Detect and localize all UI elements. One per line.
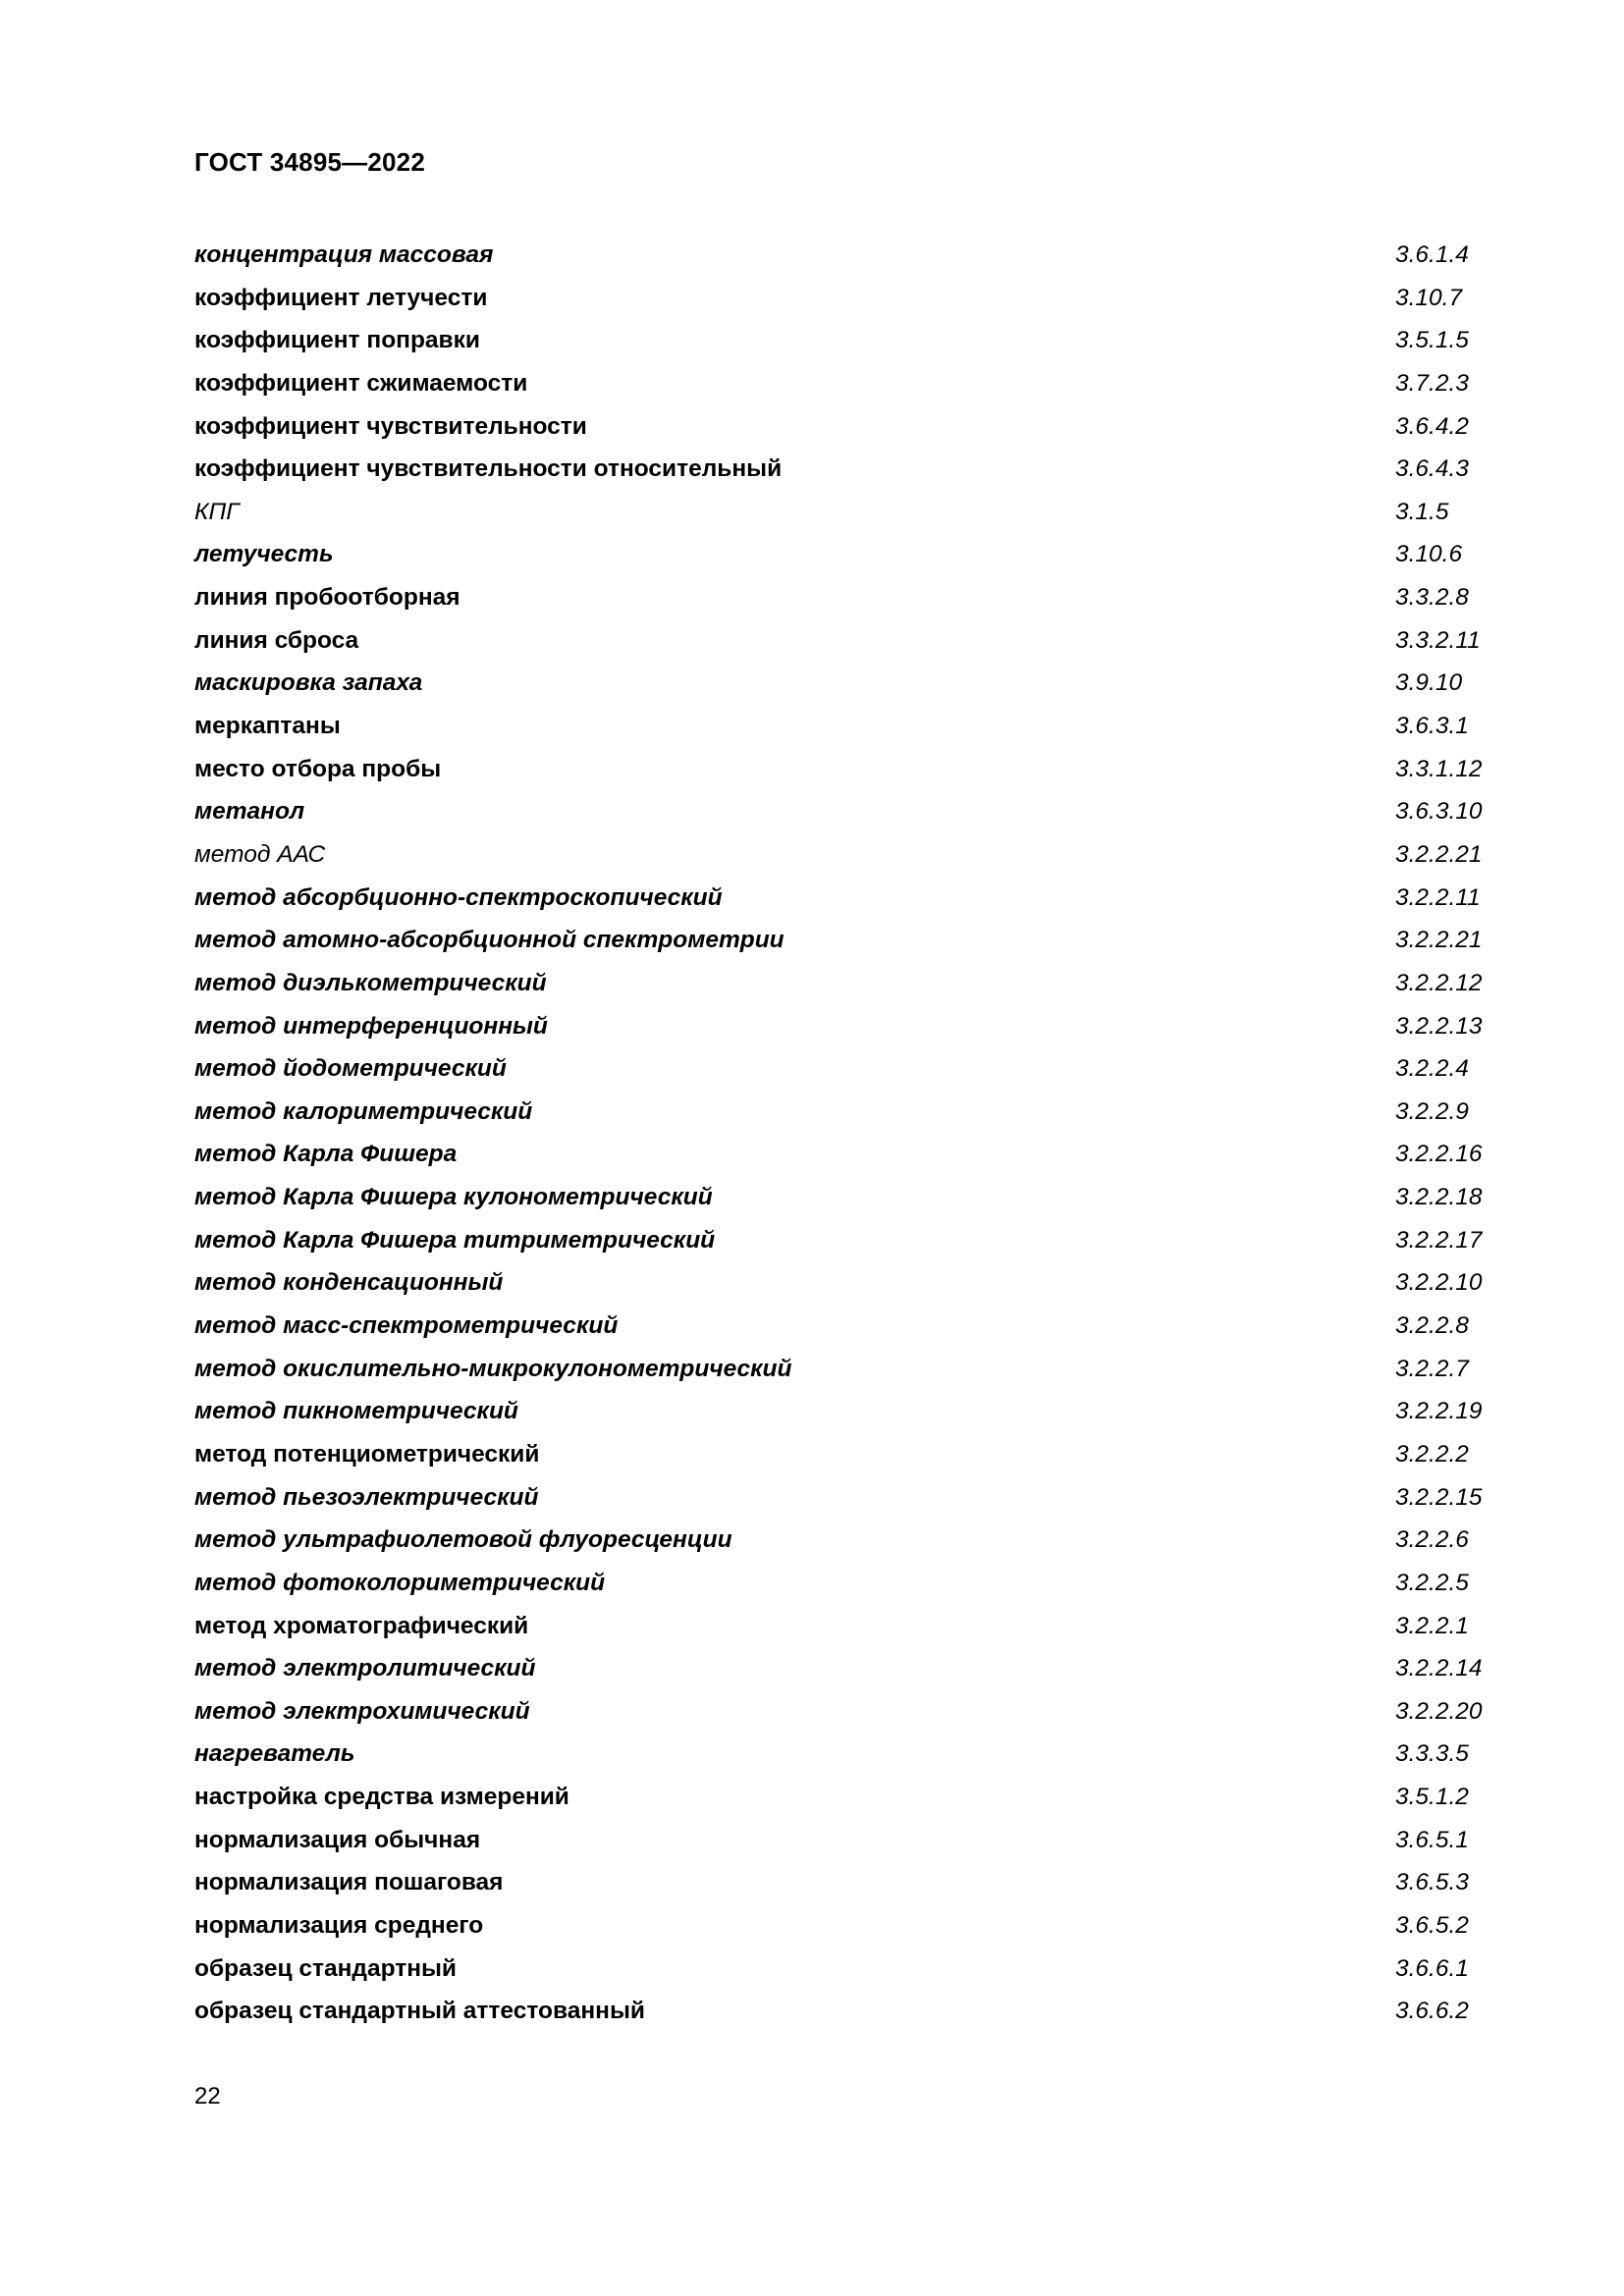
index-term: метод электролитический <box>194 1655 536 1682</box>
index-entry <box>194 883 1490 927</box>
index-term: коэффициент сжимаемости <box>194 369 528 397</box>
index-reference: 3.5.1.2 <box>1395 1784 1469 1811</box>
index-term: метод абсорбционно-спектроскопический <box>194 883 723 911</box>
index-entry <box>194 454 1490 498</box>
index-reference: 3.5.1.5 <box>1395 327 1469 354</box>
index-entry <box>194 1954 1490 1998</box>
index-term: концентрация массовая <box>194 241 494 268</box>
index-term: метод ААС <box>194 840 326 868</box>
index-term: метод Карла Фишера <box>194 1141 458 1168</box>
index-term: метод ультрафиолетовой флуоресценции <box>194 1526 732 1554</box>
index-reference: 3.10.6 <box>1395 541 1463 568</box>
index-entry <box>194 926 1490 969</box>
index-entry <box>194 1097 1490 1141</box>
index-entry <box>194 583 1490 626</box>
index-reference: 3.2.2.10 <box>1395 1269 1483 1297</box>
index-entry <box>194 969 1490 1012</box>
index-entry <box>194 1826 1490 1869</box>
index-reference: 3.9.10 <box>1395 669 1463 697</box>
index-entry <box>194 755 1490 798</box>
index-reference: 3.6.1.4 <box>1395 241 1469 268</box>
index-entry <box>194 1911 1490 1954</box>
index-reference: 3.2.2.5 <box>1395 1569 1469 1596</box>
index-reference: 3.3.2.11 <box>1395 626 1481 654</box>
index-term: метод фотоколориметрический <box>194 1569 606 1596</box>
index-term: настройка средства измерений <box>194 1784 569 1811</box>
index-reference: 3.2.2.21 <box>1395 927 1483 954</box>
index-term: метод масс-спектрометрический <box>194 1312 619 1340</box>
index-entry <box>194 1268 1490 1311</box>
index-reference: 3.6.4.3 <box>1395 455 1469 483</box>
index-term: образец стандартный аттестованный <box>194 1998 645 2025</box>
index-term: метод диэлькометрический <box>194 969 547 996</box>
index-reference: 3.2.2.4 <box>1395 1055 1469 1083</box>
document-header: ГОСТ 34895—2022 <box>194 147 425 177</box>
index-reference: 3.2.2.19 <box>1395 1398 1483 1425</box>
index-term: метод конденсационный <box>194 1269 504 1297</box>
index-term: летучесть <box>194 541 334 568</box>
index-term: место отбора пробы <box>194 755 442 782</box>
index-term: линия сброса <box>194 626 359 654</box>
index-entry <box>194 1868 1490 1911</box>
index-term: коэффициент поправки <box>194 327 480 354</box>
index-entry <box>194 1997 1490 2040</box>
index-reference: 3.2.2.18 <box>1395 1184 1483 1211</box>
index-entry <box>194 668 1490 712</box>
index-entry <box>194 1440 1490 1483</box>
index-reference: 3.6.5.1 <box>1395 1826 1469 1853</box>
page-number: 22 <box>194 2083 221 2109</box>
index-entry <box>194 1183 1490 1226</box>
index-term: метод пьезоэлектрический <box>194 1483 539 1511</box>
index-reference: 3.2.2.12 <box>1395 969 1483 996</box>
index-term: метод Карла Фишера кулонометрический <box>194 1184 713 1211</box>
index-entry <box>194 1226 1490 1269</box>
index-entry <box>194 1311 1490 1355</box>
index-term: метод калориметрический <box>194 1097 533 1125</box>
index-entry <box>194 412 1490 455</box>
index-term: метод Карла Фишера титриметрический <box>194 1226 716 1254</box>
index-reference: 3.6.5.3 <box>1395 1869 1469 1896</box>
index-entry <box>194 326 1490 369</box>
index-term: маскировка запаха <box>194 669 423 697</box>
index-term: метод электрохимический <box>194 1697 530 1725</box>
index-reference: 3.3.2.8 <box>1395 584 1469 612</box>
index-reference: 3.2.2.1 <box>1395 1612 1469 1639</box>
index-entry <box>194 284 1490 327</box>
index-term: коэффициент чувствительности <box>194 412 587 440</box>
index-entry <box>194 1783 1490 1826</box>
index-term: коэффициент чувствительности относительный <box>194 455 783 483</box>
index-entry <box>194 1397 1490 1440</box>
index-term: нормализация среднего <box>194 1911 484 1939</box>
index-term: нагреватель <box>194 1740 355 1768</box>
index-reference: 3.10.7 <box>1395 284 1463 311</box>
index-entry <box>194 540 1490 583</box>
index-term: метанол <box>194 798 305 826</box>
index-term: КПГ <box>194 498 240 525</box>
index-entry <box>194 1697 1490 1740</box>
index-entry <box>194 626 1490 669</box>
index-term: метод йодометрический <box>194 1055 507 1083</box>
index-reference: 3.3.1.12 <box>1395 755 1483 782</box>
index-entry <box>194 797 1490 840</box>
index-reference: 3.6.6.2 <box>1395 1998 1469 2025</box>
index-entry <box>194 1054 1490 1097</box>
index-reference: 3.6.3.10 <box>1395 798 1483 826</box>
term-index-list <box>194 240 1490 2040</box>
index-reference: 3.7.2.3 <box>1395 369 1469 397</box>
index-term: метод пикнометрический <box>194 1398 518 1425</box>
index-entry <box>194 1569 1490 1612</box>
index-reference: 3.2.2.20 <box>1395 1697 1483 1725</box>
index-entry <box>194 498 1490 541</box>
index-term: нормализация пошаговая <box>194 1869 504 1896</box>
index-entry <box>194 369 1490 412</box>
index-entry <box>194 1739 1490 1783</box>
index-entry <box>194 840 1490 883</box>
index-reference: 3.2.2.7 <box>1395 1355 1469 1382</box>
index-entry <box>194 1612 1490 1655</box>
index-entry <box>194 1654 1490 1697</box>
index-reference: 3.2.2.9 <box>1395 1097 1469 1125</box>
index-reference: 3.2.2.8 <box>1395 1312 1469 1340</box>
index-term: коэффициент летучести <box>194 284 488 311</box>
index-entry <box>194 712 1490 755</box>
index-term: метод интерференционный <box>194 1012 548 1040</box>
index-entry <box>194 1355 1490 1398</box>
index-term: линия пробоотборная <box>194 584 460 612</box>
index-term: меркаптаны <box>194 713 341 740</box>
index-reference: 3.2.2.11 <box>1395 883 1481 911</box>
index-entry <box>194 240 1490 284</box>
index-term: метод атомно-абсорбционной спектрометрии <box>194 927 785 954</box>
index-entry <box>194 1012 1490 1055</box>
index-reference: 3.1.5 <box>1395 498 1449 525</box>
index-reference: 3.3.3.5 <box>1395 1740 1469 1768</box>
index-term: метод хроматографический <box>194 1612 529 1639</box>
index-term: нормализация обычная <box>194 1826 481 1853</box>
index-entry <box>194 1525 1490 1569</box>
index-term: метод потенциометрический <box>194 1440 540 1468</box>
index-reference: 3.2.2.2 <box>1395 1440 1469 1468</box>
index-entry <box>194 1140 1490 1183</box>
index-reference: 3.2.2.21 <box>1395 840 1483 868</box>
index-reference: 3.6.6.1 <box>1395 1954 1469 1982</box>
index-reference: 3.6.4.2 <box>1395 412 1469 440</box>
index-reference: 3.2.2.14 <box>1395 1655 1483 1682</box>
index-entry <box>194 1483 1490 1526</box>
index-reference: 3.2.2.16 <box>1395 1141 1483 1168</box>
index-reference: 3.2.2.17 <box>1395 1226 1483 1254</box>
index-term: образец стандартный <box>194 1954 457 1982</box>
index-reference: 3.6.5.2 <box>1395 1911 1469 1939</box>
index-reference: 3.2.2.13 <box>1395 1012 1483 1040</box>
index-reference: 3.6.3.1 <box>1395 713 1469 740</box>
index-reference: 3.2.2.6 <box>1395 1526 1469 1554</box>
index-term: метод окислительно-микрокулонометрический <box>194 1355 792 1382</box>
index-reference: 3.2.2.15 <box>1395 1483 1483 1511</box>
